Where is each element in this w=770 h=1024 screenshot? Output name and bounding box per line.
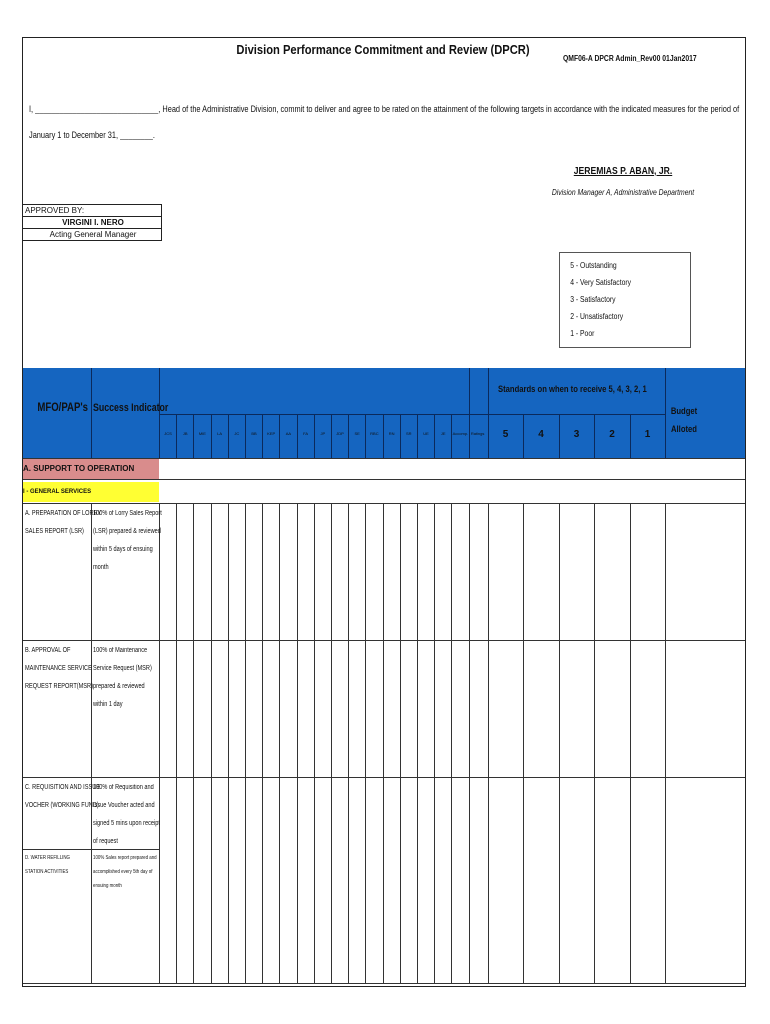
table-row-divider: [23, 849, 159, 850]
page-title: Division Performance Commitment and Review (DPCR): [236, 42, 530, 57]
mfo-line: STATION ACTIVITIES: [25, 869, 69, 875]
column-header-initial: JCS: [164, 431, 172, 436]
column-header-initial: KEP: [267, 431, 276, 436]
commitment-period: January 1 to December 31, ________.: [29, 130, 155, 140]
subsection-row-label: I - GENERAL SERVICES: [23, 482, 159, 502]
table-grid-line: [176, 503, 177, 983]
indicator-line: (LSR) prepared & reviewed: [93, 528, 161, 535]
mfo-line: C. REQUISITION AND ISSUE: [25, 784, 100, 791]
table-row-indicator: [93, 642, 152, 714]
table-grid-line: [523, 503, 524, 983]
column-header-initial: JC: [234, 431, 240, 436]
table-grid-line: [417, 503, 418, 983]
indicator-line: month: [93, 564, 109, 571]
table-grid-line: [193, 503, 194, 983]
indicator-line: 100% of Requisition and: [93, 784, 154, 791]
indicator-line: ensuing month: [93, 883, 122, 889]
table-grid-line: [348, 503, 349, 983]
header-divider: [488, 368, 489, 458]
table-grid-line: [245, 503, 246, 983]
header-divider: [400, 414, 401, 458]
header-divider: [365, 414, 366, 458]
column-header-standard: 5: [502, 429, 509, 440]
column-header-initial: LA: [217, 431, 223, 436]
column-header-initial: RBC: [370, 431, 379, 436]
mfo-line: MAINTENANCE SERVICE: [25, 665, 92, 672]
dpcr-form: [22, 37, 746, 987]
table-row-indicator: [93, 851, 157, 893]
table-grid-line: [211, 503, 212, 983]
table-row-mfo: [25, 642, 93, 696]
table-grid-line: [559, 503, 560, 983]
table-row-mfo: [25, 779, 100, 815]
indicator-line: within 1 day: [93, 701, 123, 708]
column-header-standard: 3: [573, 429, 580, 440]
approval-label: APPROVED BY:: [23, 205, 161, 217]
mfo-line: B. APPROVAL OF: [25, 647, 71, 654]
indicator-line: accomplished every 5th day of: [93, 869, 153, 875]
mfo-line: SALES REPORT (LSR): [25, 528, 84, 535]
section-row-label: A. SUPPORT TO OPERATION: [23, 459, 159, 479]
table-border: [23, 479, 745, 480]
column-header-standard: 1: [644, 429, 651, 440]
rating-scale-item: 3 - Satisfactory: [570, 295, 616, 304]
signatory-name: JEREMIAS P. ABAN, JR.: [573, 166, 673, 177]
table-row-mfo: [25, 505, 101, 541]
column-header-initial: BB: [251, 431, 257, 436]
header-divider: [245, 414, 246, 458]
indicator-line: 100% of Maintenance: [93, 647, 148, 654]
table-grid-line: [488, 503, 489, 983]
header-divider: [469, 368, 470, 414]
indicator-line: within 5 days of ensuing: [93, 546, 153, 553]
table-grid-line: [91, 503, 92, 983]
header-divider: [348, 414, 349, 458]
header-divider: [451, 414, 452, 458]
rating-scale-item: 1 - Poor: [570, 329, 595, 338]
table-grid-line: [297, 503, 298, 983]
column-header-standard: 4: [538, 429, 544, 440]
rating-scale-item: 5 - Outstanding: [570, 261, 617, 270]
rating-scale-item: 4 - Very Satisfactory: [570, 278, 632, 287]
table-row-divider: [23, 777, 745, 778]
header-divider: [297, 414, 298, 458]
header-divider: [434, 414, 435, 458]
column-header-budget: Budget Alloted: [671, 406, 698, 434]
header-divider: [211, 414, 212, 458]
column-header-standards: Standards on when to receive 5, 4, 3, 2, 1: [497, 384, 647, 394]
header-divider: [314, 414, 315, 458]
column-header-initial: SE: [354, 431, 360, 436]
approver-name: VIRGINI I. NERO: [23, 217, 161, 229]
header-divider: [176, 414, 177, 458]
column-header-initial: MIE: [198, 431, 206, 436]
mfo-line: VOCHER (WORKING FUND): [25, 802, 99, 809]
header-divider: [193, 414, 194, 458]
table-grid-line: [279, 503, 280, 983]
table-border: [23, 503, 745, 504]
table-grid-line: [228, 503, 229, 983]
signatory-position: Division Manager A, Administrative Department: [551, 188, 695, 197]
table-grid-line: [451, 503, 452, 983]
column-header-success-indicator: Success Indicator: [93, 402, 169, 414]
table-row-indicator: [93, 779, 160, 851]
header-divider: [469, 414, 470, 458]
column-header-initial: Accomp.: [452, 431, 469, 436]
approver-position: Acting General Manager: [49, 230, 137, 239]
indicator-line: 100% Sales report prepared and: [93, 855, 157, 861]
column-header-initial: JDP: [336, 431, 344, 436]
column-header-initial: JP: [320, 431, 326, 436]
table-grid-line: [665, 503, 666, 983]
commitment-statement: I, ______________________________, Head of the Administrative Division, commit to deliver and agree to be rated on the attainment of the following targets in accordance with the indicated measures for the period of: [29, 104, 740, 114]
rating-scale-legend: [559, 252, 691, 348]
header-divider: [417, 414, 418, 458]
table-grid-line: [400, 503, 401, 983]
table-grid-line: [331, 503, 332, 983]
mfo-line: D. WATER REFILLING: [25, 855, 70, 861]
table-row-divider: [23, 983, 745, 984]
table-grid-line: [314, 503, 315, 983]
mfo-line: REQUEST REPORT(MSR): [25, 683, 93, 690]
column-header-initial: FA: [303, 431, 309, 436]
column-header-initial: Ratings: [470, 431, 485, 436]
table-grid-line: [594, 503, 595, 983]
table-grid-line: [630, 503, 631, 983]
header-divider: [331, 414, 332, 458]
indicator-line: prepared & reviewed: [93, 683, 145, 690]
rating-scale-item: 2 - Unsatisfactory: [570, 312, 624, 321]
table-row-mfo: [25, 851, 70, 879]
table-row-indicator: [93, 505, 162, 577]
indicator-line: signed 5 mins upon receipt: [93, 820, 160, 827]
indicator-line: Issue Voucher acted and: [93, 802, 155, 809]
column-header-initial: SR: [406, 431, 412, 436]
column-header-standard: 2: [609, 429, 615, 440]
column-header-initial: UE: [423, 431, 429, 436]
table-grid-line: [262, 503, 263, 983]
header-divider: [228, 414, 229, 458]
header-divider: [383, 414, 384, 458]
column-header-initial: JB: [182, 431, 188, 436]
table-grid-line: [469, 503, 470, 983]
indicator-line: 100% of Lorry Sales Report: [93, 510, 162, 517]
table-row-divider: [23, 640, 745, 641]
header-divider: [91, 368, 92, 458]
indicator-line: Service Request (MSR): [93, 665, 152, 672]
table-grid-line: [365, 503, 366, 983]
table-grid-line: [383, 503, 384, 983]
header-divider: [665, 368, 666, 458]
table-grid-line: [434, 503, 435, 983]
column-header-mfo: MFO/PAP's: [37, 400, 88, 414]
indicator-line: of request: [93, 838, 118, 845]
header-divider: [279, 414, 280, 458]
approval-block: [23, 204, 162, 241]
header-divider: [262, 414, 263, 458]
column-header-initial: RN: [388, 431, 395, 436]
column-header-initial: JE: [440, 431, 446, 436]
column-header-initial: AA: [285, 431, 292, 436]
form-code: QMF06-A DPCR Admin_Rev00 01Jan2017: [563, 54, 697, 63]
header-divider: [159, 414, 665, 415]
mfo-line: A. PREPARATION OF LORRY: [25, 510, 102, 517]
